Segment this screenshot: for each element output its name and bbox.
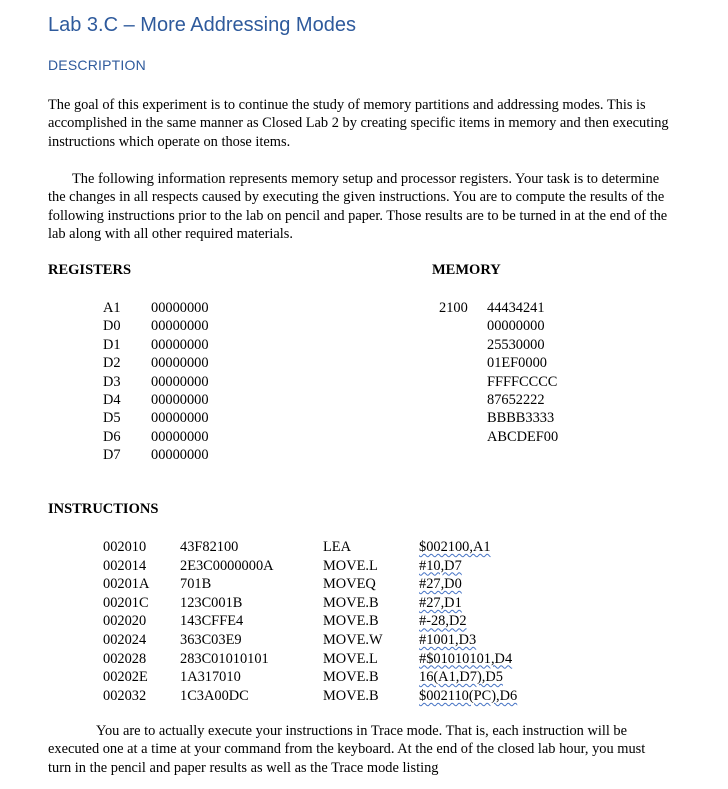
instruction-opcode: MOVE.B bbox=[323, 669, 379, 686]
instruction-operand: #$01010101,D4 bbox=[419, 650, 513, 667]
description-heading: DESCRIPTION bbox=[48, 57, 146, 73]
register-value: 00000000 bbox=[151, 428, 209, 445]
instructions-label: INSTRUCTIONS bbox=[48, 501, 159, 517]
instruction-address: 00201A bbox=[103, 576, 150, 593]
instruction-machine-code: 1C3A00DC bbox=[180, 687, 249, 704]
register-row bbox=[103, 336, 209, 354]
memory-value: 01EF0000 bbox=[487, 355, 547, 372]
register-value: 00000000 bbox=[151, 373, 209, 390]
instruction-row bbox=[103, 687, 563, 706]
register-name: D6 bbox=[103, 428, 121, 445]
register-row bbox=[103, 299, 209, 317]
register-name: D0 bbox=[103, 318, 121, 335]
instruction-operand: #27,D1 bbox=[419, 594, 462, 611]
memory-value: BBBB3333 bbox=[487, 410, 555, 427]
instruction-operand: #1001,D3 bbox=[419, 631, 477, 648]
instruction-opcode: MOVE.W bbox=[323, 631, 383, 648]
register-row bbox=[103, 446, 209, 464]
register-value: 00000000 bbox=[151, 300, 209, 316]
memory-value: 87652222 bbox=[487, 391, 545, 408]
instruction-address: 002020 bbox=[103, 613, 147, 630]
register-row bbox=[103, 391, 209, 409]
memory-value: 00000000 bbox=[487, 318, 545, 335]
memory-value: 25530000 bbox=[487, 336, 545, 353]
instruction-row bbox=[103, 612, 563, 631]
instruction-row bbox=[103, 668, 563, 687]
instruction-opcode: MOVE.L bbox=[323, 650, 378, 667]
register-row bbox=[103, 428, 209, 446]
memory-value: 44434241 bbox=[487, 300, 545, 316]
instruction-opcode: MOVEQ bbox=[323, 576, 376, 593]
instruction-row bbox=[103, 575, 563, 594]
instruction-address: 00201C bbox=[103, 594, 149, 611]
instruction-row bbox=[103, 538, 563, 557]
register-name: D4 bbox=[103, 391, 121, 408]
register-row bbox=[103, 373, 209, 391]
register-name: D5 bbox=[103, 410, 121, 427]
memory-value: FFFFCCCC bbox=[487, 373, 558, 390]
instruction-machine-code: 701B bbox=[180, 576, 212, 593]
register-value: 00000000 bbox=[151, 391, 209, 408]
register-value: 00000000 bbox=[151, 318, 209, 335]
register-row bbox=[103, 317, 209, 335]
memory-list bbox=[487, 299, 558, 446]
register-name: D7 bbox=[103, 447, 121, 464]
instruction-row bbox=[103, 650, 563, 669]
trace-paragraph bbox=[48, 722, 670, 777]
instruction-machine-code: 2E3C0000000A bbox=[180, 557, 274, 574]
instruction-machine-code: 283C01010101 bbox=[180, 650, 269, 667]
register-value: 00000000 bbox=[151, 410, 209, 427]
instruction-opcode: MOVE.B bbox=[323, 594, 379, 611]
instruction-machine-code: 363C03E9 bbox=[180, 631, 242, 648]
trace-paragraph-text: You are to actually execute your instructions in Trace mode. That is, each instruction will be executed one at a time at your command from the keyboard. At the end of the closed lab hour, you must turn in the pencil and paper results as well as the Trace mode listing bbox=[48, 723, 646, 776]
register-row bbox=[103, 409, 209, 427]
instruction-machine-code: 43F82100 bbox=[180, 539, 239, 555]
instruction-operand: #10,D7 bbox=[419, 557, 462, 574]
document-title: Lab 3.C – More Addressing Modes bbox=[48, 14, 356, 36]
memory-label: MEMORY bbox=[432, 262, 501, 278]
instruction-operand: #-28,D2 bbox=[419, 613, 467, 630]
instruction-address: 002032 bbox=[103, 687, 147, 704]
instruction-address: 002024 bbox=[103, 631, 147, 648]
instruction-address: 002028 bbox=[103, 650, 147, 667]
task-paragraph-text: The following information represents memory setup and processor registers. Your task is to determine the changes in all respects caused by executing the given instructions. You are to compute the results of the following instructions prior to the lab on pencil and paper. Those results are to be turned in at the end of the lab along with all other required materials. bbox=[48, 171, 668, 242]
instruction-opcode: MOVE.L bbox=[323, 557, 378, 574]
instruction-row bbox=[103, 594, 563, 613]
instruction-address: 002010 bbox=[103, 539, 147, 555]
instruction-opcode: LEA bbox=[323, 539, 351, 555]
instruction-machine-code: 1A317010 bbox=[180, 669, 241, 686]
instruction-machine-code: 123C001B bbox=[180, 594, 243, 611]
instruction-row bbox=[103, 557, 563, 576]
instruction-opcode: MOVE.B bbox=[323, 687, 379, 704]
memory-start-address: 2100 bbox=[439, 300, 468, 316]
task-paragraph bbox=[48, 170, 670, 243]
register-value: 00000000 bbox=[151, 336, 209, 353]
register-name: D2 bbox=[103, 355, 121, 372]
intro-paragraph-text: The goal of this experiment is to continue the study of memory partitions and addressing modes. This is accomplished in the same manner as Closed Lab 2 by creating specific items in memory and then executing instructions which operate on those items. bbox=[48, 97, 669, 150]
instruction-opcode: MOVE.B bbox=[323, 613, 379, 630]
instruction-operand: 16(A1,D7),D5 bbox=[419, 669, 503, 686]
instruction-address: 00202E bbox=[103, 669, 148, 686]
instruction-list bbox=[103, 538, 563, 705]
instruction-operand: #27,D0 bbox=[419, 576, 462, 593]
instruction-operand: $002100,A1 bbox=[419, 539, 491, 555]
register-value: 00000000 bbox=[151, 447, 209, 464]
register-name: D3 bbox=[103, 373, 121, 390]
instruction-machine-code: 143CFFE4 bbox=[180, 613, 244, 630]
instruction-operand: $002110(PC),D6 bbox=[419, 687, 518, 704]
registers-label: REGISTERS bbox=[48, 262, 132, 278]
register-value: 00000000 bbox=[151, 355, 209, 372]
register-name: A1 bbox=[103, 300, 121, 316]
memory-value: ABCDEF00 bbox=[487, 428, 559, 445]
register-name: D1 bbox=[103, 336, 121, 353]
register-row bbox=[103, 354, 209, 372]
register-list bbox=[103, 299, 209, 465]
instruction-address: 002014 bbox=[103, 557, 147, 574]
instruction-row bbox=[103, 631, 563, 650]
intro-paragraph bbox=[48, 96, 670, 151]
